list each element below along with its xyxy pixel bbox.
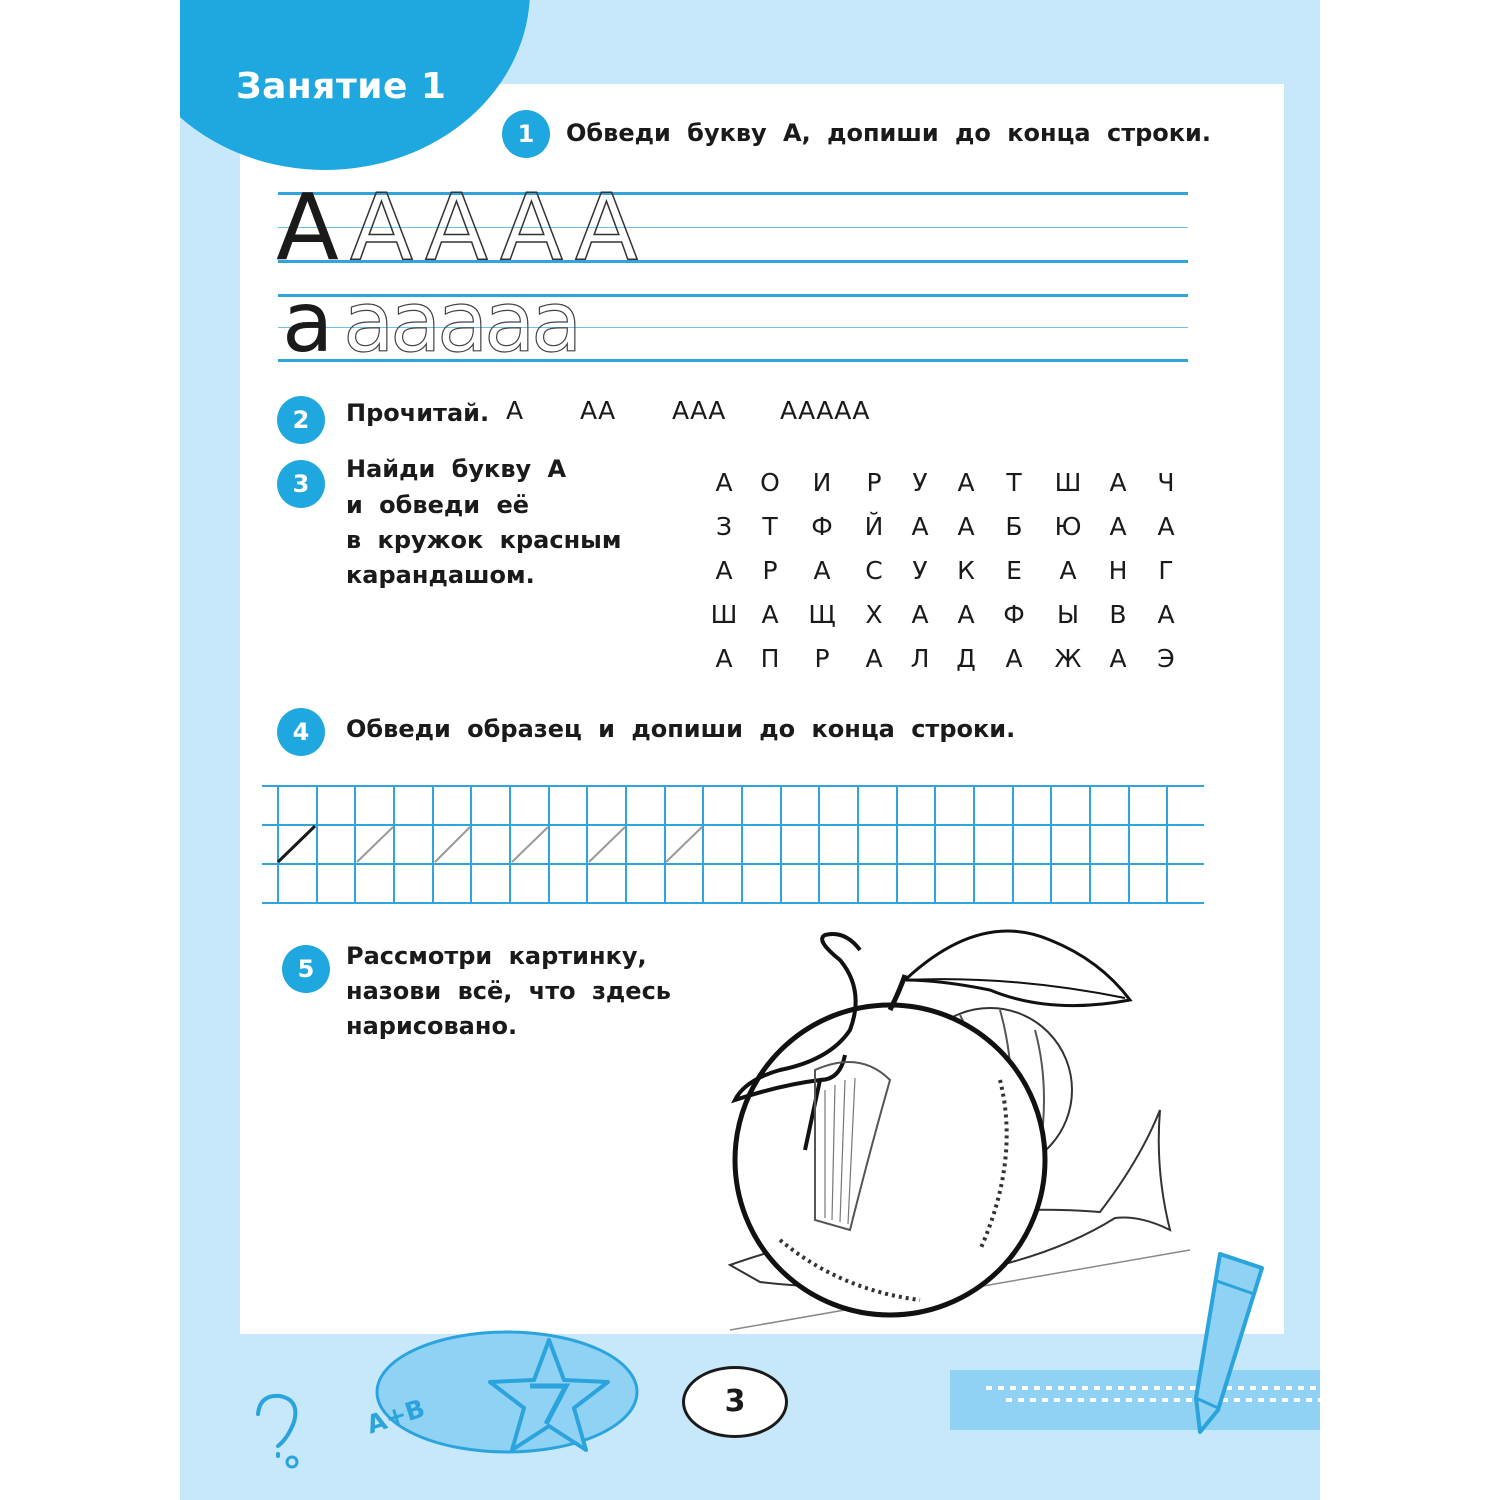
task-3-line: Найди букву А: [346, 455, 567, 483]
leaf: [905, 931, 1130, 1006]
grid-letter[interactable]: А: [957, 512, 975, 541]
grid-letter[interactable]: Т: [762, 512, 778, 541]
ruling-line: [278, 192, 1188, 195]
grid-letter[interactable]: О: [760, 468, 780, 497]
task-4-number: 4: [277, 708, 325, 756]
grid-letter[interactable]: А: [911, 600, 929, 629]
read-item: А: [506, 396, 525, 425]
lowercase-trace[interactable]: а: [484, 273, 536, 371]
task-3-line: карандашом.: [346, 561, 535, 589]
read-item: ААААА: [780, 396, 871, 425]
grid-letter[interactable]: А: [1157, 512, 1175, 541]
grid-letter[interactable]: Е: [1006, 556, 1022, 585]
grid-letter[interactable]: А: [1157, 600, 1175, 629]
grid-letter[interactable]: А: [957, 600, 975, 629]
grid-letter[interactable]: З: [715, 512, 733, 541]
task-3-line: в кружок красным: [346, 526, 622, 554]
writing-grid: [262, 784, 1204, 906]
task-1-number: 1: [502, 110, 550, 158]
illustration: [720, 920, 1200, 1340]
grid-letter[interactable]: А: [1059, 556, 1077, 585]
grid-letter[interactable]: Р: [814, 644, 830, 673]
grid-letter[interactable]: Ы: [1056, 600, 1080, 629]
trace-stroke: [589, 827, 625, 862]
task-2-number: 2: [277, 396, 325, 444]
grid-letter[interactable]: Ж: [1054, 644, 1082, 673]
grid-letter[interactable]: Х: [865, 600, 883, 629]
grid-letter[interactable]: А: [715, 468, 733, 497]
task-5-line: Рассмотри картинку,: [346, 942, 647, 970]
trace-stroke: [435, 827, 470, 862]
page-number: 3: [682, 1366, 788, 1438]
grid-letter[interactable]: А: [1109, 644, 1127, 673]
grid-letter[interactable]: С: [865, 556, 883, 585]
grid-letter[interactable]: П: [760, 644, 780, 673]
task-4-text: Обведи образец и допиши до конца строки.: [346, 715, 1016, 743]
lowercase-trace[interactable]: а: [390, 273, 442, 371]
grid-letter[interactable]: Т: [1006, 468, 1022, 497]
grid-letter[interactable]: Ю: [1054, 512, 1082, 541]
grid-letter[interactable]: Ш: [1054, 468, 1082, 497]
task-5-number: 5: [282, 945, 330, 993]
grid-letter[interactable]: Ш: [710, 600, 738, 629]
lowercase-sample: а: [282, 273, 334, 371]
sample-stroke: [278, 826, 315, 862]
grid-lines: [262, 786, 1204, 903]
grid-letter[interactable]: Ч: [1157, 468, 1175, 497]
formula-text: A+B: [362, 1393, 429, 1440]
uppercase-sample: А: [276, 174, 339, 281]
grid-letter[interactable]: И: [812, 468, 832, 497]
grid-letter[interactable]: Г: [1158, 556, 1174, 585]
grid-letter[interactable]: Н: [1108, 556, 1128, 585]
trace-stroke: [666, 827, 702, 862]
trace-stroke: [357, 827, 393, 862]
grid-letter[interactable]: А: [715, 556, 733, 585]
task-3-line: и обведи её: [346, 491, 529, 519]
grid-letter[interactable]: Р: [762, 556, 778, 585]
task-1-text: Обведи букву А, допиши до конца строки.: [566, 119, 1211, 147]
lowercase-trace[interactable]: а: [437, 273, 489, 371]
grid-letter[interactable]: К: [957, 556, 975, 585]
question-mark-icon: [250, 1392, 310, 1472]
pencil-icon: [1180, 1250, 1270, 1440]
grid-letter[interactable]: А: [761, 600, 779, 629]
lesson-title: Занятие 1: [236, 66, 447, 107]
ruling-line: [278, 227, 1188, 228]
grid-letter[interactable]: Б: [1005, 512, 1023, 541]
task-2-label: Прочитай.: [346, 399, 490, 427]
grid-letter[interactable]: А: [1109, 512, 1127, 541]
grid-letter[interactable]: Э: [1157, 644, 1175, 673]
grid-letter[interactable]: Л: [910, 644, 930, 673]
grid-letter[interactable]: У: [912, 556, 928, 585]
grid-letter[interactable]: Ф: [1003, 600, 1025, 629]
grid-letter[interactable]: Д: [956, 644, 976, 673]
grid-letter[interactable]: Р: [866, 468, 882, 497]
grid-letter[interactable]: А: [1005, 644, 1023, 673]
grid-letter[interactable]: А: [715, 644, 733, 673]
grid-letter[interactable]: Ф: [811, 512, 833, 541]
grid-letter[interactable]: А: [957, 468, 975, 497]
lowercase-trace[interactable]: а: [531, 273, 583, 371]
grid-letter[interactable]: Й: [864, 512, 884, 541]
uppercase-trace[interactable]: А: [425, 174, 488, 281]
grid-letter[interactable]: А: [865, 644, 883, 673]
ruling-line: [278, 260, 1188, 263]
lowercase-trace[interactable]: а: [343, 273, 395, 371]
star-icon: [484, 1332, 614, 1462]
uppercase-trace[interactable]: А: [500, 174, 563, 281]
orange: [735, 1005, 1045, 1315]
grid-letter[interactable]: В: [1109, 600, 1127, 629]
grid-letter[interactable]: А: [1109, 468, 1127, 497]
grid-letter[interactable]: Щ: [808, 600, 836, 629]
uppercase-trace[interactable]: А: [575, 174, 638, 281]
task-3-number: 3: [277, 460, 325, 508]
grid-letter[interactable]: У: [912, 468, 928, 497]
read-item: АА: [580, 396, 617, 425]
task-5-line: назови всё, что здесь: [346, 977, 671, 1005]
grid-letter[interactable]: А: [911, 512, 929, 541]
trace-stroke: [512, 827, 548, 862]
uppercase-trace[interactable]: А: [350, 174, 413, 281]
grid-letter[interactable]: А: [813, 556, 831, 585]
read-item: ААА: [672, 396, 727, 425]
task-5-line: нарисовано.: [346, 1012, 518, 1040]
